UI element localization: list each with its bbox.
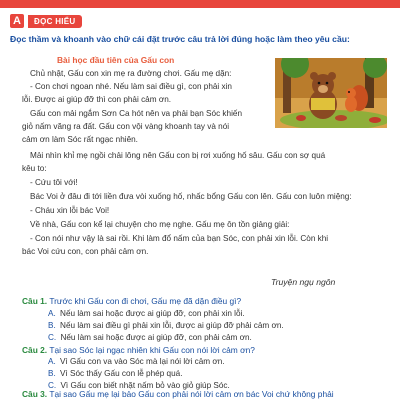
option-text: Vì Sóc thấy Gấu con lễ phép quá. <box>60 369 183 378</box>
answer-option[interactable] <box>48 357 225 366</box>
question-text: Tại sao Gấu mẹ lại bảo Gấu con phải nói lời cảm ơn bác Voi chứ không phải <box>49 389 334 399</box>
answer-option[interactable] <box>48 369 182 378</box>
story-line: - Con nói như vậy là sai rồi. Khi làm đổ nấm của bạn Sóc, con phải xin lỗi. Còn khi <box>30 234 329 243</box>
option-letter: B. <box>48 369 56 378</box>
option-text: Vì Gấu con va vào Sóc mà lại nói lời cảm ơn. <box>60 357 225 366</box>
option-letter: A. <box>48 357 56 366</box>
question-text: Trước khi Gấu con đi chơi, Gấu mẹ đã dặn điều gì? <box>49 296 242 306</box>
story-line: kêu to: <box>22 164 47 173</box>
question-1 <box>22 296 241 306</box>
question-number: Câu 1. <box>22 296 48 306</box>
option-letter: B. <box>48 321 56 330</box>
option-text: Nếu làm sai hoặc được ai giúp đỡ, con phải cảm ơn. <box>60 333 252 342</box>
story-line: Chủ nhật, Gấu con xin mẹ ra đường chơi. Gấu mẹ dặn: <box>30 69 232 78</box>
story-line: Mải nhìn khỉ mẹ ngồi chải lông nên Gấu con bị rơi xuống hố sâu. Gấu con sợ quá <box>30 151 326 160</box>
story-title: Bài học đầu tiên của Gấu con <box>57 55 175 65</box>
story-line: giỏ nấm văng ra đất. Gấu con vội vàng khoanh tay và nói <box>22 122 230 131</box>
option-letter: A. <box>48 309 56 318</box>
option-text: Nếu làm sai hoặc được ai giúp đỡ, con phải xin lỗi. <box>60 309 245 318</box>
question-2 <box>22 345 255 355</box>
question-3 <box>22 389 334 399</box>
story-author: Truyện ngụ ngôn <box>271 277 336 287</box>
section-letter-badge: A <box>10 14 24 28</box>
story-line: lỗi. Được ai giúp đỡ thì con phải cảm ơn. <box>22 95 172 104</box>
option-text: Vì Gấu con biết nhặt nấm bỏ vào giỏ giúp Sóc. <box>60 381 230 390</box>
story-line: Gấu con mải ngắm Sơn Ca hót nên va phải bạn Sóc khiến <box>30 109 243 118</box>
option-text: Nếu làm sai điều gì phải xin lỗi, được ai giúp đỡ phải cảm ơn. <box>60 321 284 330</box>
story-illustration <box>275 58 387 128</box>
story-line: - Cháu xin lỗi bác Voi! <box>30 206 110 215</box>
story-line: - Cứu tôi với! <box>30 178 78 187</box>
top-color-bar <box>0 0 400 8</box>
answer-option[interactable] <box>48 309 245 318</box>
question-number: Câu 2. <box>22 345 48 355</box>
story-line: Về nhà, Gấu con kể lại chuyện cho mẹ nghe. Gấu mẹ ôn tồn giảng giải: <box>30 220 290 229</box>
answer-option[interactable] <box>48 333 252 342</box>
question-text: Tại sao Sóc lại ngạc nhiên khi Gấu con nói lời cảm ơn? <box>49 345 255 355</box>
question-number: Câu 3. <box>22 389 48 399</box>
option-letter: C. <box>48 381 57 390</box>
option-letter: C. <box>48 333 57 342</box>
section-title: ĐỌC HIỂU <box>28 15 82 28</box>
story-line: cảm ơn làm Sóc rất ngạc nhiên. <box>22 135 138 144</box>
section-header <box>10 14 82 28</box>
story-line: - Con chơi ngoan nhé. Nếu làm sai điều gì, con phải xin <box>30 82 232 91</box>
story-line: bác Voi cứu con, con phải cảm ơn. <box>22 247 149 256</box>
story-line: Bác Voi ở đâu đi tới liền đưa vòi xuống hố, nhấc bổng Gấu con lên. Gấu con luôn miệng: <box>30 192 352 201</box>
answer-option[interactable] <box>48 321 284 330</box>
instruction-text: Đọc thầm và khoanh vào chữ cái đặt trước câu trả lời đúng hoặc làm theo yêu cầu: <box>10 34 350 44</box>
